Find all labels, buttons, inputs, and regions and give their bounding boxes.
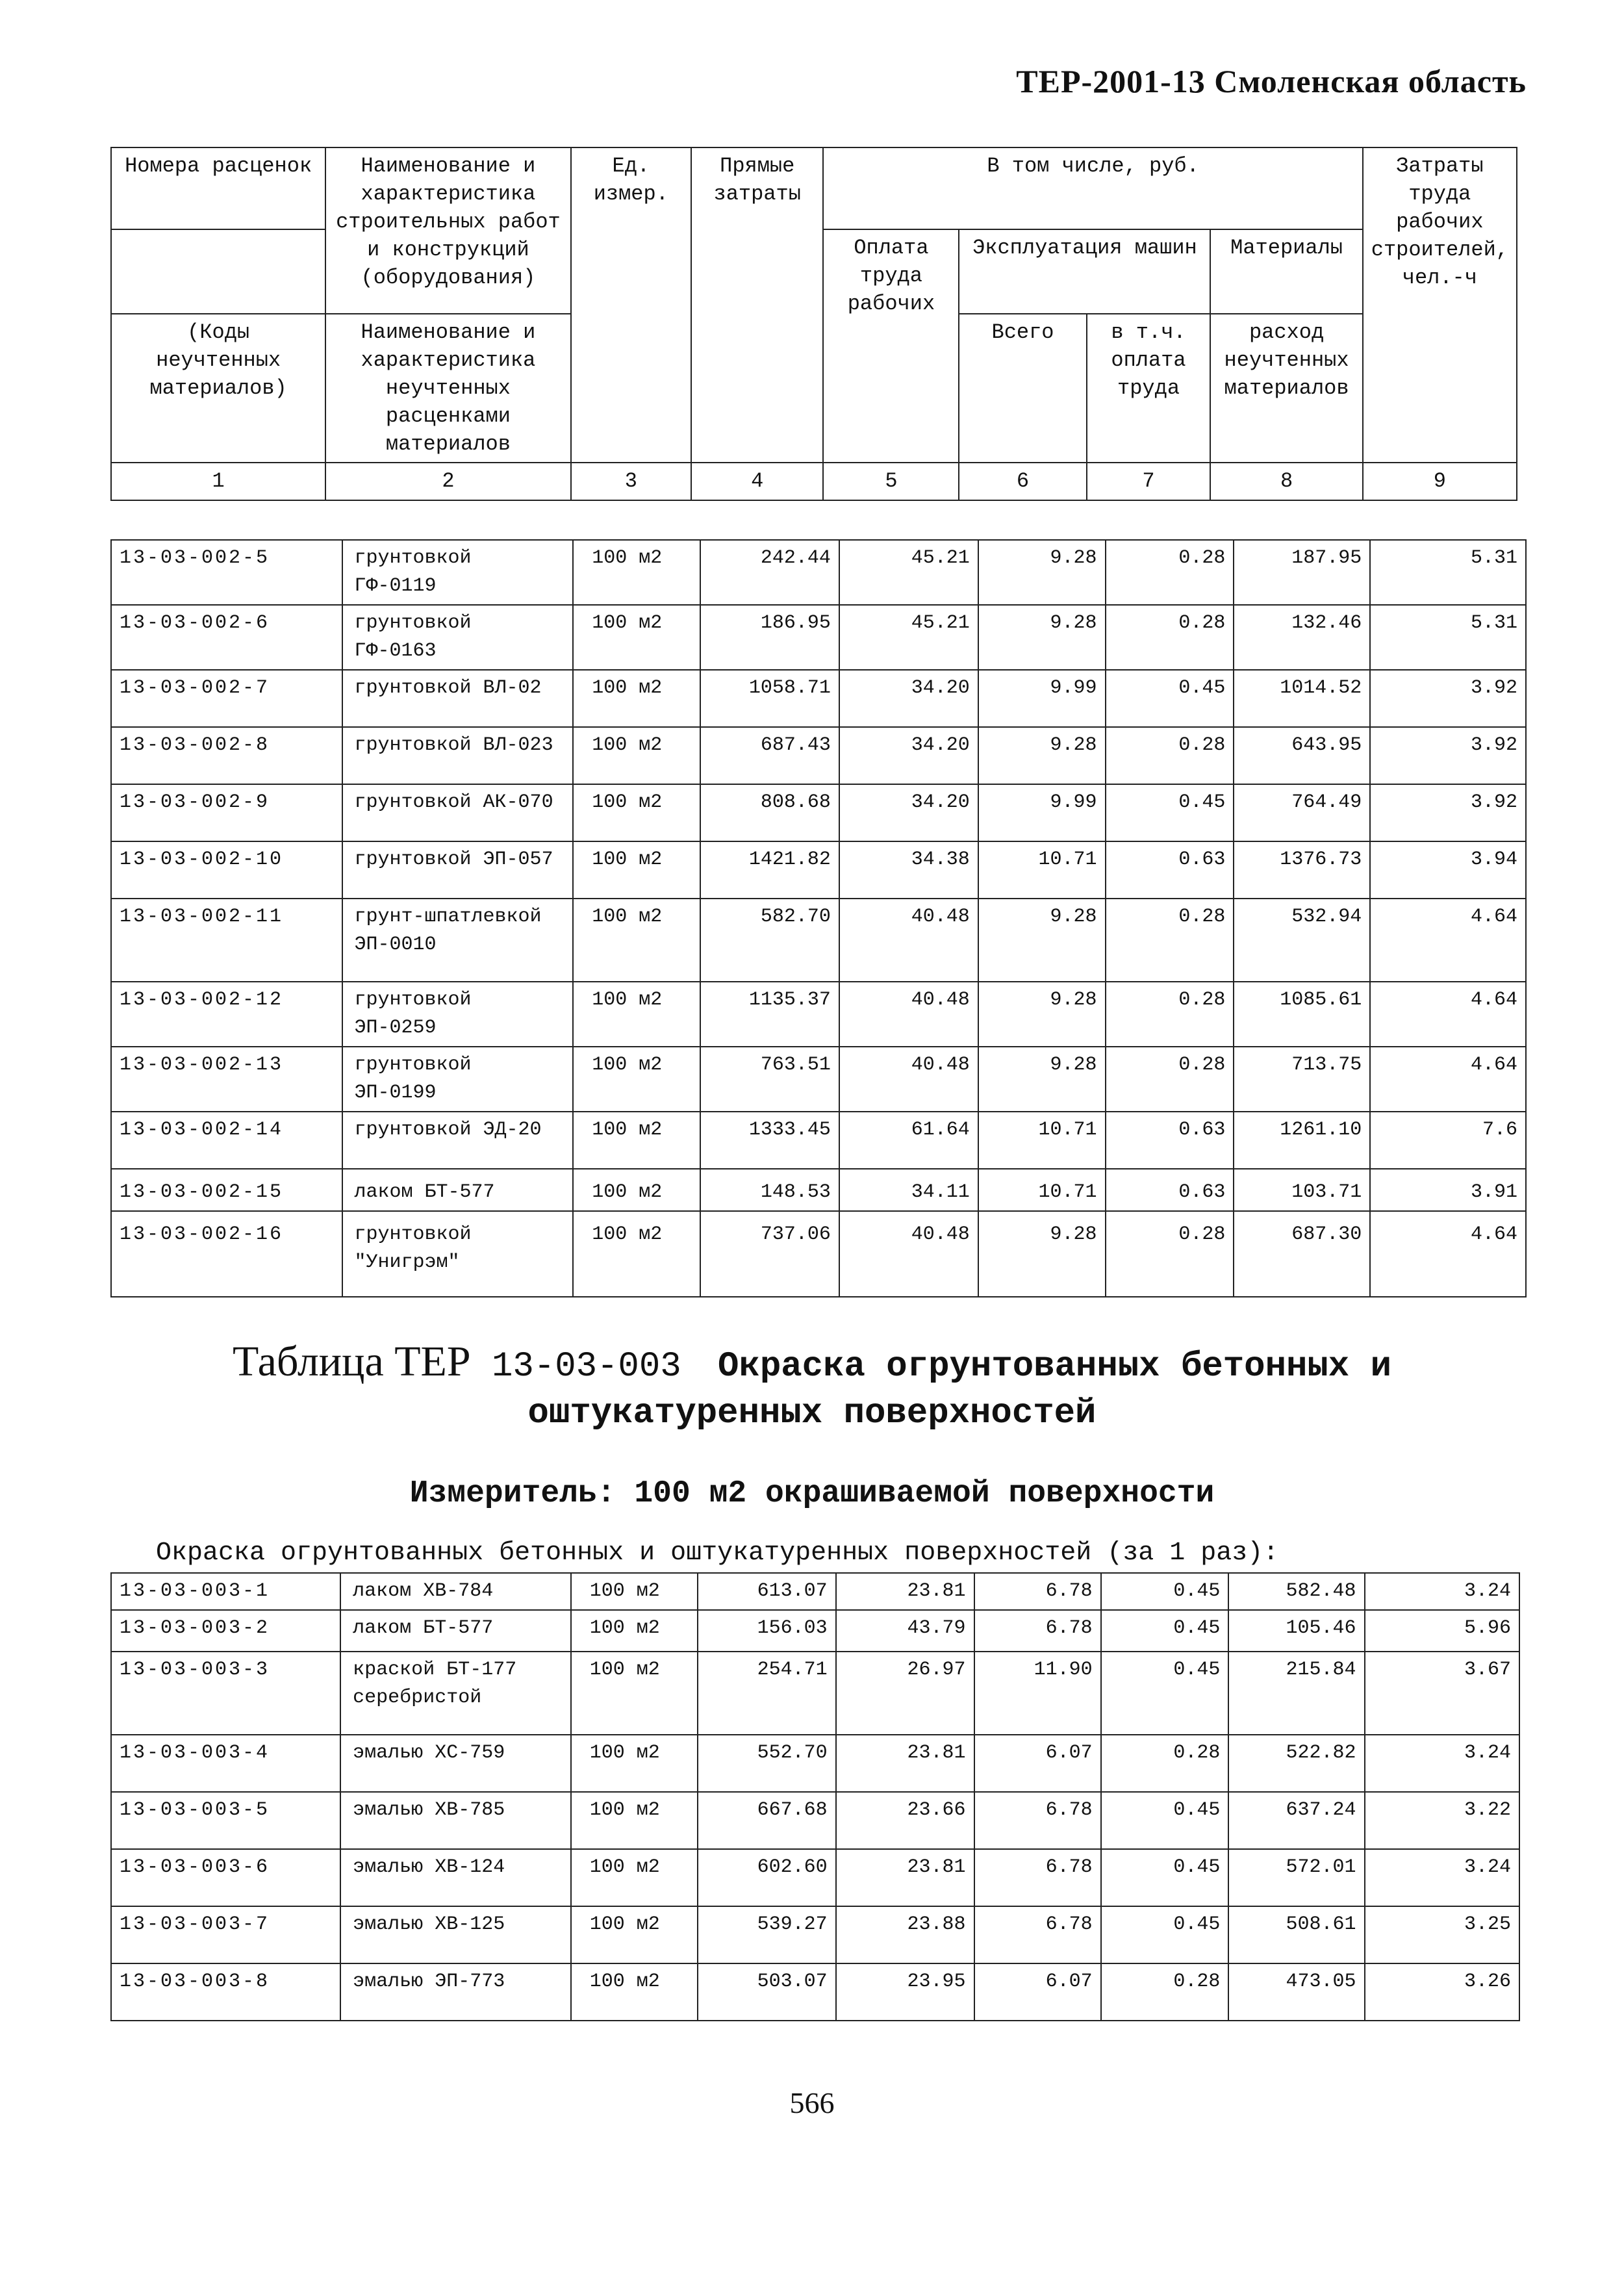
table-row — [111, 1652, 1519, 1735]
cell-machines-total: 10.71 — [978, 1169, 1106, 1211]
cell-wages: 23.95 — [836, 1963, 974, 2021]
cell-direct-costs: 1058.71 — [700, 670, 839, 727]
cell-machines-wages: 0.45 — [1101, 1610, 1229, 1652]
cell-machines-wages: 0.28 — [1106, 982, 1234, 1047]
cell-direct-costs: 667.68 — [698, 1792, 836, 1849]
cell-work-name: грунтовкой ВЛ-023 — [342, 727, 574, 784]
cell-direct-costs: 503.07 — [698, 1963, 836, 2021]
cell-rate-code: 13-03-003-1 — [111, 1573, 340, 1610]
cell-labor-hours: 4.64 — [1370, 982, 1526, 1047]
cell-materials: 687.30 — [1234, 1211, 1370, 1297]
cell-labor-hours: 5.31 — [1370, 605, 1526, 670]
cell-labor-hours: 3.92 — [1370, 727, 1526, 784]
measure-unit: Измеритель: 100 м2 окрашиваемой поверхности — [409, 1476, 1215, 1511]
header-name-unaccounted: Наименование и характеристика неучтенных расценками материалов — [325, 314, 570, 463]
cell-wages: 23.81 — [836, 1849, 974, 1906]
header-col-number: 9 — [1363, 463, 1517, 500]
cell-work-name: грунт-шпатлевкой ЭП-0010 — [342, 899, 574, 982]
cell-unit: 100 м2 — [573, 1112, 700, 1169]
cell-machines-total: 6.78 — [974, 1573, 1101, 1610]
cell-machines-total: 9.28 — [978, 982, 1106, 1047]
cell-labor-hours: 3.92 — [1370, 670, 1526, 727]
cell-machines-total: 9.28 — [978, 540, 1106, 605]
cell-direct-costs: 552.70 — [698, 1735, 836, 1792]
cell-materials: 473.05 — [1228, 1963, 1364, 2021]
cell-rate-code: 13-03-002-9 — [111, 784, 342, 841]
cell-unit: 100 м2 — [573, 727, 700, 784]
header-unit: Ед. измер. — [571, 147, 691, 463]
cell-unit: 100 м2 — [571, 1610, 698, 1652]
cell-materials: 532.94 — [1234, 899, 1370, 982]
cell-machines-total: 9.28 — [978, 899, 1106, 982]
cell-labor-hours: 3.67 — [1365, 1652, 1519, 1735]
cell-work-name: грунтовкой "Унигрэм" — [342, 1211, 574, 1297]
cell-machines-total: 10.71 — [978, 841, 1106, 899]
table-title-code: 13-03-003 — [491, 1347, 681, 1386]
header-col-number: 1 — [111, 463, 325, 500]
cell-rate-code: 13-03-002-14 — [111, 1112, 342, 1169]
cell-materials: 643.95 — [1234, 727, 1370, 784]
table-row — [111, 1169, 1526, 1211]
cell-materials: 1085.61 — [1234, 982, 1370, 1047]
cell-direct-costs: 687.43 — [700, 727, 839, 784]
cell-wages: 40.48 — [839, 1047, 978, 1112]
cell-work-name: грунтовкой ЭП-057 — [342, 841, 574, 899]
cell-materials: 132.46 — [1234, 605, 1370, 670]
cell-labor-hours: 3.91 — [1370, 1169, 1526, 1211]
table-title-name-line1: Окраска огрунтованных бетонных и — [718, 1347, 1392, 1386]
cell-machines-total: 6.07 — [974, 1963, 1101, 2021]
header-consumption: расход неучтенных материалов — [1210, 314, 1362, 463]
cell-unit: 100 м2 — [571, 1792, 698, 1849]
cell-machines-wages: 0.28 — [1106, 1047, 1234, 1112]
cell-labor-hours: 4.64 — [1370, 899, 1526, 982]
header-col-number: 5 — [823, 463, 959, 500]
cell-rate-code: 13-03-003-4 — [111, 1735, 340, 1792]
column-header — [110, 147, 1517, 501]
header-labor-costs: Затраты труда рабочих строителей, чел.-ч — [1363, 147, 1517, 463]
header-col-number: 2 — [325, 463, 570, 500]
cell-wages: 34.20 — [839, 670, 978, 727]
cell-unit: 100 м2 — [571, 1906, 698, 1963]
header-name-work: Наименование и характеристика строительных работ и конструкций (оборудования) — [325, 147, 570, 314]
cell-work-name: эмалью ХС-759 — [340, 1735, 571, 1792]
table-row — [111, 1849, 1519, 1906]
cell-rate-code: 13-03-003-6 — [111, 1849, 340, 1906]
cell-labor-hours: 3.25 — [1365, 1906, 1519, 1963]
table-row — [111, 1610, 1519, 1652]
cell-unit: 100 м2 — [573, 670, 700, 727]
cell-machines-total: 10.71 — [978, 1112, 1106, 1169]
section-heading: Окраска огрунтованных бетонных и оштукатуренных поверхностей (за 1 раз): — [156, 1539, 1279, 1568]
cell-machines-wages: 0.28 — [1106, 899, 1234, 982]
table-row — [111, 1573, 1519, 1610]
table-row — [111, 1112, 1526, 1169]
table-row — [111, 1211, 1526, 1297]
cell-unit: 100 м2 — [573, 1169, 700, 1211]
cell-labor-hours: 3.24 — [1365, 1735, 1519, 1792]
cell-unit: 100 м2 — [573, 1211, 700, 1297]
cell-labor-hours: 4.64 — [1370, 1211, 1526, 1297]
cell-machines-wages: 0.63 — [1106, 1112, 1234, 1169]
cell-wages: 23.88 — [836, 1906, 974, 1963]
cell-machines-total: 6.78 — [974, 1849, 1101, 1906]
cell-rate-code: 13-03-002-11 — [111, 899, 342, 982]
cell-rate-code: 13-03-003-2 — [111, 1610, 340, 1652]
table-row — [111, 982, 1526, 1047]
cell-machines-total: 6.78 — [974, 1792, 1101, 1849]
table-row — [111, 1792, 1519, 1849]
rates-table-13-03-003 — [110, 1572, 1520, 2021]
cell-materials: 1261.10 — [1234, 1112, 1370, 1169]
cell-materials: 103.71 — [1234, 1169, 1370, 1211]
cell-direct-costs: 242.44 — [700, 540, 839, 605]
cell-machines-total: 11.90 — [974, 1652, 1101, 1735]
header-including: В том числе, руб. — [823, 147, 1362, 229]
table-row — [111, 1906, 1519, 1963]
cell-unit: 100 м2 — [573, 841, 700, 899]
cell-labor-hours: 7.6 — [1370, 1112, 1526, 1169]
cell-machines-total: 9.28 — [978, 1211, 1106, 1297]
rates-table-13-03-002 — [110, 539, 1527, 1297]
cell-direct-costs: 808.68 — [700, 784, 839, 841]
cell-work-name: эмалью ХВ-785 — [340, 1792, 571, 1849]
cell-labor-hours: 3.94 — [1370, 841, 1526, 899]
cell-unit: 100 м2 — [573, 784, 700, 841]
header-col-number: 8 — [1210, 463, 1362, 500]
cell-rate-code: 13-03-002-6 — [111, 605, 342, 670]
cell-machines-total: 9.99 — [978, 670, 1106, 727]
cell-machines-wages: 0.45 — [1101, 1906, 1229, 1963]
cell-materials: 764.49 — [1234, 784, 1370, 841]
cell-work-name: грунтовкой ВЛ-02 — [342, 670, 574, 727]
header-incl-wages: в т.ч. оплата труда — [1087, 314, 1211, 463]
header-materials: Материалы — [1210, 229, 1362, 314]
table-row — [111, 1047, 1526, 1112]
header-col-number: 3 — [571, 463, 691, 500]
cell-machines-wages: 0.28 — [1106, 605, 1234, 670]
cell-labor-hours: 3.24 — [1365, 1849, 1519, 1906]
header-machines: Эксплуатация машин — [959, 229, 1210, 314]
table-title — [0, 1338, 1624, 1437]
cell-wages: 34.38 — [839, 841, 978, 899]
cell-unit: 100 м2 — [571, 1735, 698, 1792]
cell-machines-total: 9.28 — [978, 727, 1106, 784]
cell-direct-costs: 763.51 — [700, 1047, 839, 1112]
cell-direct-costs: 737.06 — [700, 1211, 839, 1297]
cell-wages: 40.48 — [839, 899, 978, 982]
cell-machines-wages: 0.28 — [1101, 1963, 1229, 2021]
table-row — [111, 1735, 1519, 1792]
cell-work-name: эмалью ХВ-125 — [340, 1906, 571, 1963]
cell-direct-costs: 254.71 — [698, 1652, 836, 1735]
cell-wages: 40.48 — [839, 1211, 978, 1297]
cell-work-name: грунтовкой ЭП-0259 — [342, 982, 574, 1047]
table-title-prefix: Таблица ТЕР — [232, 1338, 471, 1385]
cell-materials: 522.82 — [1228, 1735, 1364, 1792]
cell-work-name: эмалью ХВ-124 — [340, 1849, 571, 1906]
header-codes: (Коды неучтенных материалов) — [111, 314, 325, 463]
cell-machines-total: 9.28 — [978, 1047, 1106, 1112]
page-number: 566 — [789, 2086, 835, 2119]
cell-labor-hours: 3.22 — [1365, 1792, 1519, 1849]
cell-labor-hours: 3.24 — [1365, 1573, 1519, 1610]
cell-unit: 100 м2 — [573, 605, 700, 670]
cell-machines-total: 6.07 — [974, 1735, 1101, 1792]
cell-rate-code: 13-03-002-13 — [111, 1047, 342, 1112]
header-rate-number: Номера расценок — [111, 147, 325, 229]
cell-machines-wages: 0.45 — [1106, 784, 1234, 841]
table-row — [111, 841, 1526, 899]
cell-labor-hours: 3.92 — [1370, 784, 1526, 841]
cell-rate-code: 13-03-003-8 — [111, 1963, 340, 2021]
cell-wages: 26.97 — [836, 1652, 974, 1735]
cell-materials: 582.48 — [1228, 1573, 1364, 1610]
cell-direct-costs: 186.95 — [700, 605, 839, 670]
table-title-name-line2: оштукатуренных поверхностей — [527, 1394, 1097, 1433]
cell-wages: 34.20 — [839, 784, 978, 841]
cell-machines-wages: 0.45 — [1101, 1652, 1229, 1735]
cell-direct-costs: 1421.82 — [700, 841, 839, 899]
cell-rate-code: 13-03-002-8 — [111, 727, 342, 784]
cell-materials: 187.95 — [1234, 540, 1370, 605]
cell-machines-total: 6.78 — [974, 1906, 1101, 1963]
header-direct-costs: Прямые затраты — [691, 147, 823, 463]
cell-machines-total: 6.78 — [974, 1610, 1101, 1652]
table-row — [111, 670, 1526, 727]
cell-rate-code: 13-03-002-15 — [111, 1169, 342, 1211]
cell-machines-total: 9.28 — [978, 605, 1106, 670]
cell-unit: 100 м2 — [573, 982, 700, 1047]
cell-rate-code: 13-03-003-5 — [111, 1792, 340, 1849]
cell-materials: 713.75 — [1234, 1047, 1370, 1112]
cell-direct-costs: 148.53 — [700, 1169, 839, 1211]
cell-materials: 508.61 — [1228, 1906, 1364, 1963]
cell-direct-costs: 539.27 — [698, 1906, 836, 1963]
header-total: Всего — [959, 314, 1086, 463]
header-col-number: 6 — [959, 463, 1086, 500]
cell-work-name: грунтовкой ГФ-0163 — [342, 605, 574, 670]
cell-work-name: лаком ХВ-784 — [340, 1573, 571, 1610]
cell-materials: 572.01 — [1228, 1849, 1364, 1906]
cell-labor-hours: 5.96 — [1365, 1610, 1519, 1652]
cell-work-name: грунтовкой ЭД-20 — [342, 1112, 574, 1169]
cell-materials: 105.46 — [1228, 1610, 1364, 1652]
cell-wages: 61.64 — [839, 1112, 978, 1169]
cell-work-name: лаком БТ-577 — [340, 1610, 571, 1652]
header-wages: Оплата труда рабочих — [823, 229, 959, 463]
cell-materials: 637.24 — [1228, 1792, 1364, 1849]
cell-rate-code: 13-03-002-10 — [111, 841, 342, 899]
cell-unit: 100 м2 — [571, 1652, 698, 1735]
cell-unit: 100 м2 — [573, 899, 700, 982]
cell-rate-code: 13-03-002-5 — [111, 540, 342, 605]
cell-rate-code: 13-03-002-7 — [111, 670, 342, 727]
cell-machines-wages: 0.45 — [1101, 1849, 1229, 1906]
cell-machines-wages: 0.28 — [1106, 727, 1234, 784]
cell-direct-costs: 602.60 — [698, 1849, 836, 1906]
cell-rate-code: 13-03-003-7 — [111, 1906, 340, 1963]
cell-machines-wages: 0.63 — [1106, 1169, 1234, 1211]
cell-unit: 100 м2 — [573, 540, 700, 605]
cell-work-name: эмалью ЭП-773 — [340, 1963, 571, 2021]
cell-unit: 100 м2 — [571, 1849, 698, 1906]
cell-work-name: лаком БТ-577 — [342, 1169, 574, 1211]
cell-unit: 100 м2 — [571, 1963, 698, 2021]
cell-machines-wages: 0.28 — [1106, 1211, 1234, 1297]
cell-rate-code: 13-03-002-12 — [111, 982, 342, 1047]
cell-wages: 34.11 — [839, 1169, 978, 1211]
table-row — [111, 540, 1526, 605]
cell-wages: 45.21 — [839, 605, 978, 670]
cell-work-name: грунтовкой АК-070 — [342, 784, 574, 841]
cell-machines-wages: 0.63 — [1106, 841, 1234, 899]
cell-direct-costs: 1135.37 — [700, 982, 839, 1047]
cell-work-name: грунтовкой ГФ-0119 — [342, 540, 574, 605]
cell-direct-costs: 1333.45 — [700, 1112, 839, 1169]
cell-wages: 23.81 — [836, 1573, 974, 1610]
cell-unit: 100 м2 — [571, 1573, 698, 1610]
table-row — [111, 605, 1526, 670]
cell-machines-wages: 0.28 — [1101, 1735, 1229, 1792]
cell-machines-wages: 0.45 — [1106, 670, 1234, 727]
cell-wages: 45.21 — [839, 540, 978, 605]
cell-direct-costs: 156.03 — [698, 1610, 836, 1652]
table-row — [111, 899, 1526, 982]
cell-unit: 100 м2 — [573, 1047, 700, 1112]
cell-wages: 23.81 — [836, 1735, 974, 1792]
cell-work-name: грунтовкой ЭП-0199 — [342, 1047, 574, 1112]
cell-machines-total: 9.99 — [978, 784, 1106, 841]
cell-materials: 215.84 — [1228, 1652, 1364, 1735]
cell-wages: 34.20 — [839, 727, 978, 784]
cell-wages: 23.66 — [836, 1792, 974, 1849]
cell-materials: 1014.52 — [1234, 670, 1370, 727]
cell-materials: 1376.73 — [1234, 841, 1370, 899]
cell-labor-hours: 5.31 — [1370, 540, 1526, 605]
cell-work-name: краской БТ-177 серебристой — [340, 1652, 571, 1735]
cell-rate-code: 13-03-002-16 — [111, 1211, 342, 1297]
cell-wages: 43.79 — [836, 1610, 974, 1652]
cell-direct-costs: 613.07 — [698, 1573, 836, 1610]
cell-machines-wages: 0.45 — [1101, 1573, 1229, 1610]
header-col-number: 7 — [1087, 463, 1211, 500]
cell-labor-hours: 4.64 — [1370, 1047, 1526, 1112]
document-title: ТЕР-2001-13 Смоленская область — [1016, 63, 1527, 99]
cell-labor-hours: 3.26 — [1365, 1963, 1519, 2021]
cell-machines-wages: 0.28 — [1106, 540, 1234, 605]
header-col-number: 4 — [691, 463, 823, 500]
table-row — [111, 1963, 1519, 2021]
cell-machines-wages: 0.45 — [1101, 1792, 1229, 1849]
table-row — [111, 727, 1526, 784]
table-row — [111, 784, 1526, 841]
cell-rate-code: 13-03-003-3 — [111, 1652, 340, 1735]
cell-direct-costs: 582.70 — [700, 899, 839, 982]
cell-wages: 40.48 — [839, 982, 978, 1047]
